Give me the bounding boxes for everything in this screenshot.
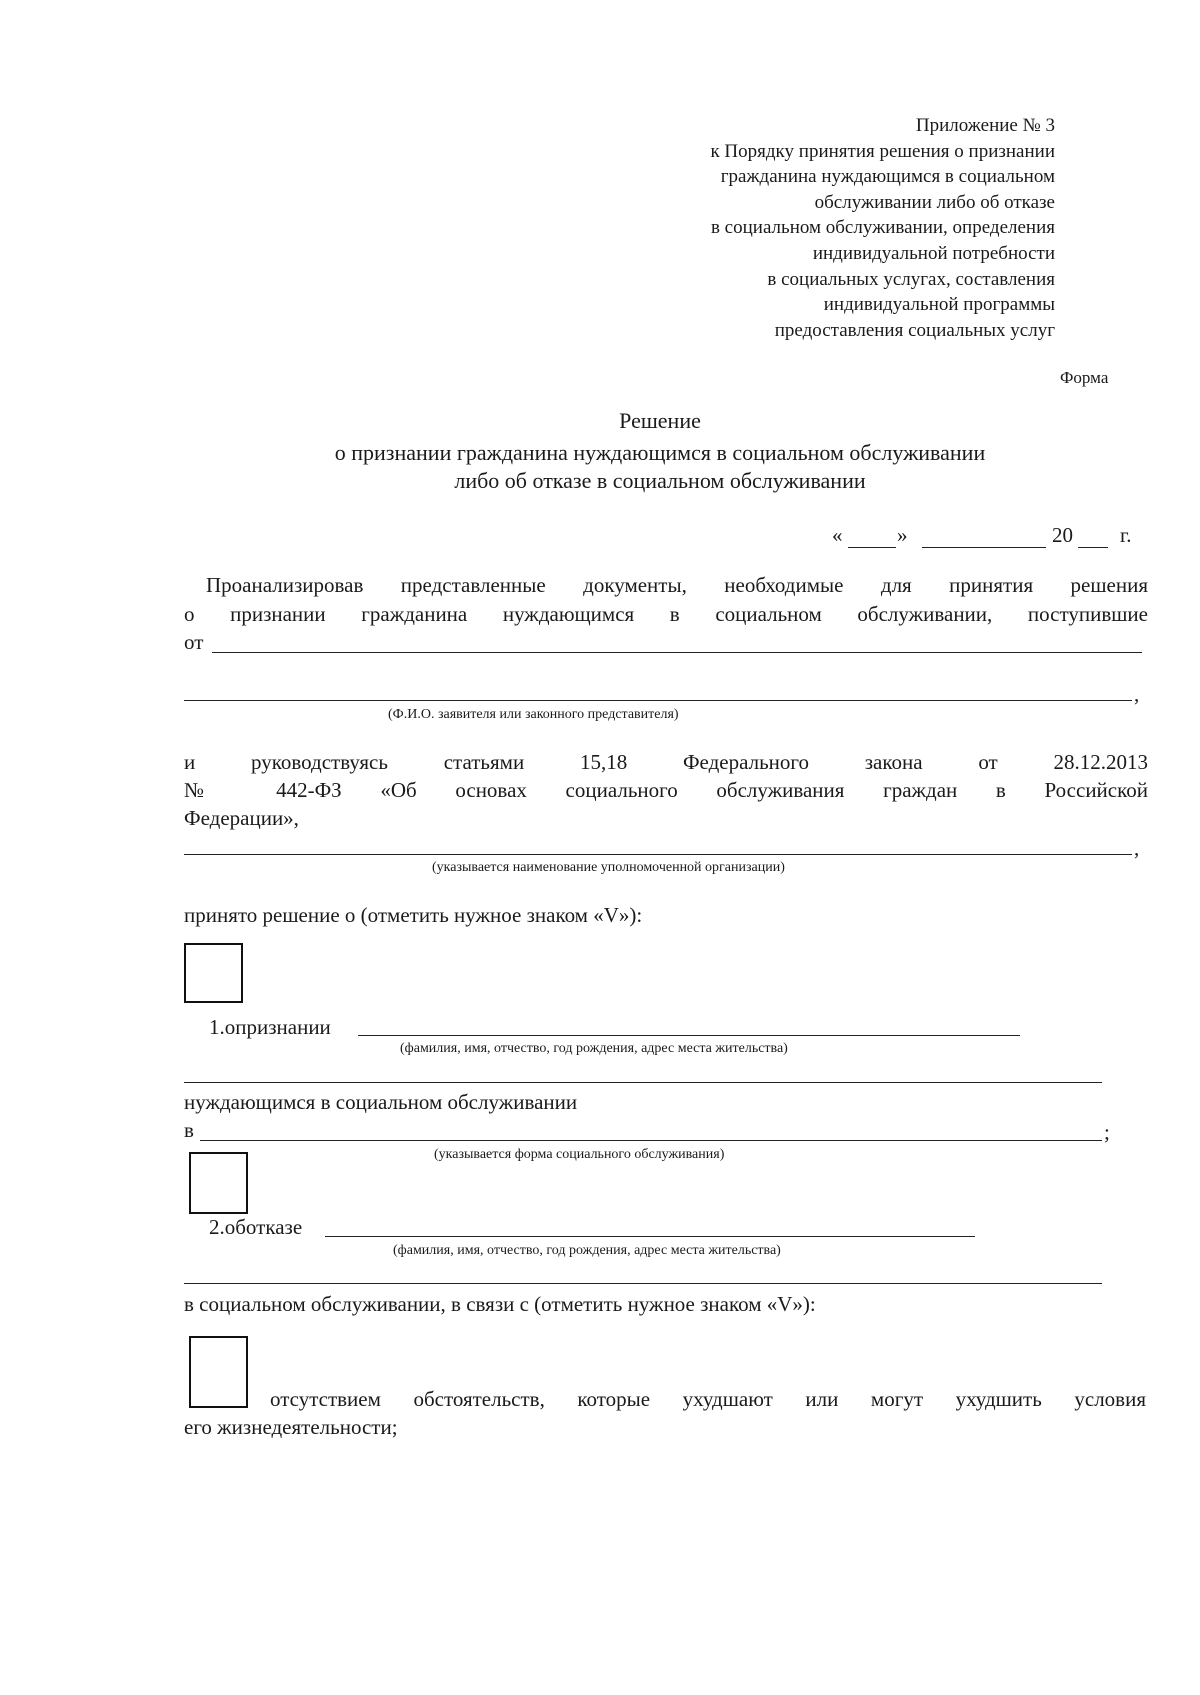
- reason1-line: его жизнедеятельности;: [184, 1415, 398, 1439]
- appendix-title: Приложение № 3: [915, 115, 1055, 136]
- applicant-caption: (Ф.И.О. заявителя или законного представителя): [388, 707, 679, 722]
- refusal-text: в социальном обслуживании, в связи с (отметить нужное знаком «V»):: [184, 1292, 816, 1316]
- appendix-header: [710, 113, 1055, 343]
- option1-label: 1.опризнании: [209, 1015, 331, 1039]
- appendix-line: индивидуальной программы: [823, 294, 1055, 316]
- appendix-line: гражданина нуждающимся в социальном: [720, 166, 1055, 188]
- year-suffix: г.: [1120, 523, 1132, 547]
- option1-person-blank-2[interactable]: [184, 1082, 1102, 1083]
- reason1-line: отсутствием обстоятельств, которые ухудшают или могут ухудшить условия: [270, 1387, 1146, 1411]
- option2-person-blank[interactable]: [325, 1236, 975, 1237]
- law-line: Федерации»,: [184, 806, 299, 830]
- option2-checkbox[interactable]: [189, 1152, 248, 1214]
- applicant-blank[interactable]: [212, 652, 1142, 653]
- reason1-checkbox[interactable]: [189, 1336, 248, 1408]
- document-subtitle: о признании гражданина нуждающимся в социальном обслуживании: [334, 440, 986, 465]
- law-line: № 442-ФЗ «Об основах социального обслуживания граждан в Российской: [184, 778, 1148, 802]
- law-line: и руководствуясь статьями 15,18 Федерального закона от 28.12.2013: [184, 750, 1148, 774]
- in-label: в: [184, 1118, 194, 1142]
- decision-label: принято решение о (отметить нужное знаком «V»):: [184, 903, 643, 927]
- appendix-line: индивидуальной потребности: [812, 242, 1055, 264]
- day-blank[interactable]: [848, 547, 896, 548]
- applicant-blank-2[interactable]: [184, 700, 1132, 701]
- option1-checkbox[interactable]: [184, 943, 243, 1003]
- month-blank[interactable]: [922, 547, 1046, 548]
- option1-person-blank[interactable]: [358, 1035, 1020, 1036]
- organization-blank[interactable]: [184, 854, 1132, 855]
- intro-line: о признании гражданина нуждающимся в социальном обслуживании, поступившие: [184, 602, 1148, 626]
- option2-label: 2.оботказе: [209, 1215, 303, 1239]
- year-blank[interactable]: [1078, 547, 1108, 548]
- appendix-line: к Порядку принятия решения о признании: [710, 140, 1055, 162]
- intro-line: Проанализировав представленные документы, необходимые для принятия решения: [206, 573, 1148, 597]
- organization-caption: (указывается наименование уполномоченной организации): [432, 860, 785, 875]
- form-label: Форма: [1060, 368, 1109, 387]
- from-label: от: [184, 630, 204, 654]
- option2-person-caption: (фамилия, имя, отчество, год рождения, адрес места жительства): [393, 1243, 781, 1258]
- option2-person-blank-2[interactable]: [184, 1283, 1102, 1284]
- year-prefix: 20: [1052, 523, 1073, 547]
- service-form-caption: (указывается форма социального обслуживания): [434, 1147, 725, 1162]
- option1-person-caption: (фамилия, имя, отчество, год рождения, адрес места жительства): [400, 1041, 788, 1056]
- document-subtitle: либо об отказе в социальном обслуживании: [454, 468, 866, 493]
- appendix-line: в социальных услугах, составления: [767, 268, 1055, 290]
- service-form-blank[interactable]: [200, 1140, 1102, 1141]
- appendix-line: обслуживании либо об отказе: [814, 191, 1055, 213]
- appendix-line: в социальном обслуживании, определения: [710, 217, 1055, 239]
- needy-text: нуждающимся в социальном обслуживании: [184, 1090, 578, 1114]
- document-title: Решение: [619, 408, 701, 433]
- appendix-line: предоставления социальных услуг: [774, 319, 1055, 341]
